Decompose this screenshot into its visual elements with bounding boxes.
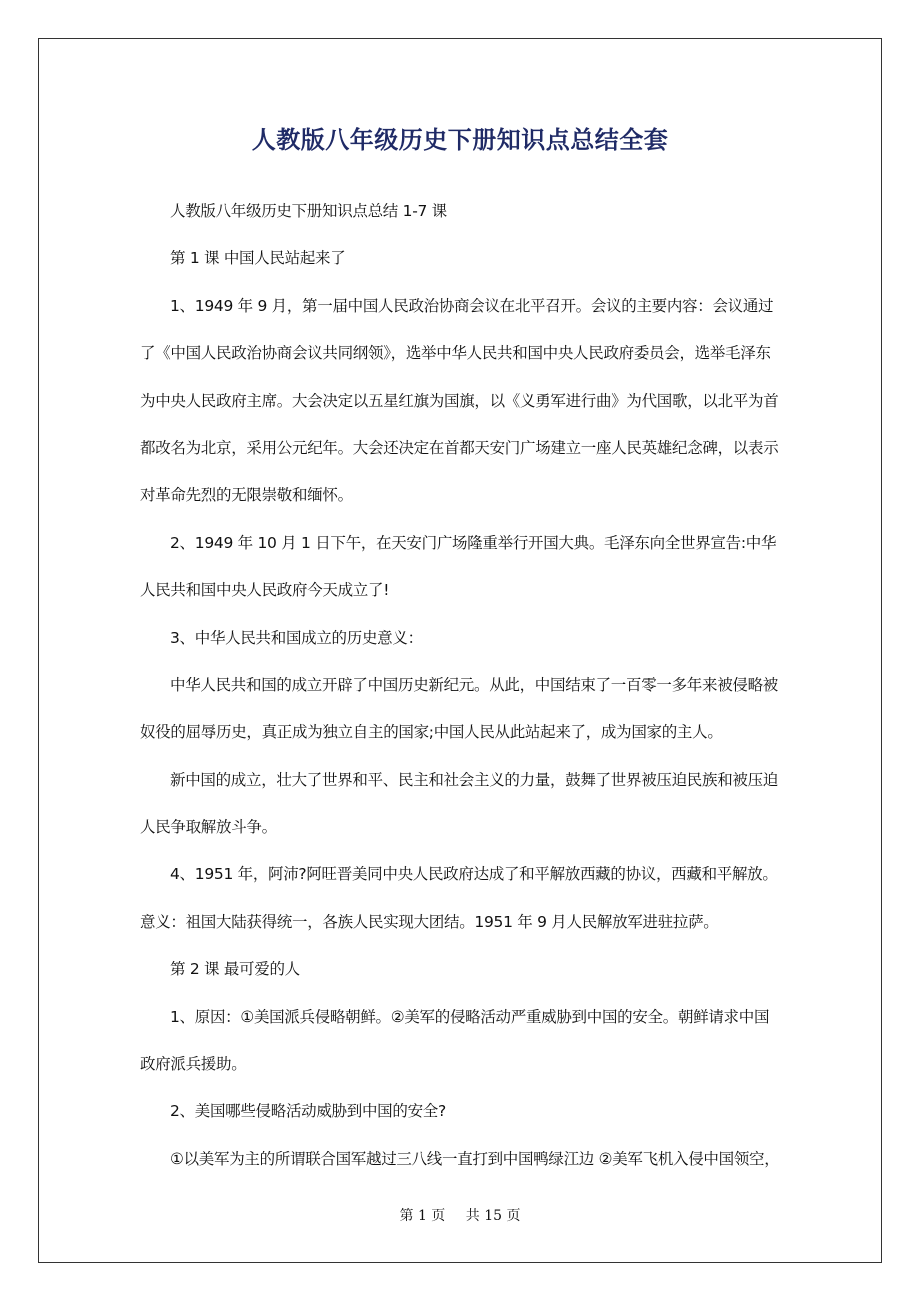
paragraph — [140, 1094, 785, 1141]
paragraph-line: 第 2 课 最可爱的人 — [170, 960, 300, 979]
paragraph-line: 意义：祖国大陆获得统一，各族人民实现大团结。1951 年 9 月人民解放军进驻拉萨。 — [140, 912, 719, 931]
paragraph — [140, 763, 785, 858]
paragraph-line: ①以美军为主的所谓联合国军越过三八线一直打到中国鸭绿江边 ②美军飞机入侵中国领空， — [170, 1149, 780, 1168]
paragraph-line: 2、1949 年 10 月 1 日下午，在天安门广场隆重举行开国大典。毛泽东向全世界宣告:中华 — [170, 533, 777, 552]
page-number: 第 1 页 — [399, 1208, 446, 1224]
paragraph — [140, 1000, 785, 1095]
paragraph-line: 人民争取解放斗争。 — [140, 818, 277, 837]
paragraph-line: 3、中华人民共和国成立的历史意义： — [170, 628, 423, 647]
document-title: 人教版八年级历史下册知识点总结全套 — [251, 126, 669, 154]
paragraph-line: 1、原因：①美国派兵侵略朝鲜。②美军的侵略活动严重威胁到中国的安全。朝鲜请求中国 — [170, 1007, 770, 1026]
paragraph-line: 1、1949 年 9 月，第一届中国人民政治协商会议在北平召开。会议的主要内容：会议通过 — [170, 296, 774, 315]
page-total: 共 15 页 — [465, 1208, 521, 1224]
paragraph — [140, 857, 785, 952]
paragraph-line: 中华人民共和国的成立开辟了中国历史新纪元。从此，中国结束了一百零一多年来被侵略被 — [170, 675, 779, 694]
paragraph-line: 新中国的成立，壮大了世界和平、民主和社会主义的力量，鼓舞了世界被压迫民族和被压迫 — [170, 770, 779, 789]
paragraph-line: 对革命先烈的无限崇敬和缅怀。 — [140, 486, 353, 505]
paragraph-line: 奴役的屈辱历史，真正成为独立自主的国家;中国人民从此站起来了，成为国家的主人。 — [140, 723, 723, 742]
paragraph-line: 人教版八年级历史下册知识点总结 1-7 课 — [170, 202, 447, 220]
paragraph-line: 政府派兵援助。 — [140, 1055, 247, 1074]
document-body — [140, 194, 785, 1189]
paragraph-line: 了《中国人民政治协商会议共同纲领》，选举中华人民共和国中央人民政府委员会，选举毛泽东 — [140, 344, 771, 363]
paragraph-line: 为中央人民政府主席。大会决定以五星红旗为国旗，以《义勇军进行曲》为代国歌，以北平为首 — [140, 391, 779, 410]
paragraph-line: 4、1951 年，阿沛?阿旺晋美同中央人民政府达成了和平解放西藏的协议，西藏和平解放。 — [170, 865, 778, 884]
paragraph — [140, 194, 785, 241]
paragraph-line: 第 1 课 中国人民站起来了 — [170, 249, 346, 268]
paragraph — [140, 952, 785, 999]
paragraph — [140, 241, 785, 288]
page-footer — [0, 1205, 920, 1225]
paragraph — [140, 526, 785, 621]
paragraph — [140, 668, 785, 763]
paragraph — [140, 289, 785, 526]
paragraph-line: 人民共和国中央人民政府今天成立了! — [140, 581, 390, 600]
paragraph — [140, 1142, 785, 1189]
paragraph-line: 2、美国哪些侵略活动威胁到中国的安全? — [170, 1102, 446, 1121]
paragraph-line: 都改名为北京，采用公元纪年。大会还决定在首都天安门广场建立一座人民英雄纪念碑，以表示 — [140, 438, 779, 457]
paragraph — [140, 621, 785, 668]
